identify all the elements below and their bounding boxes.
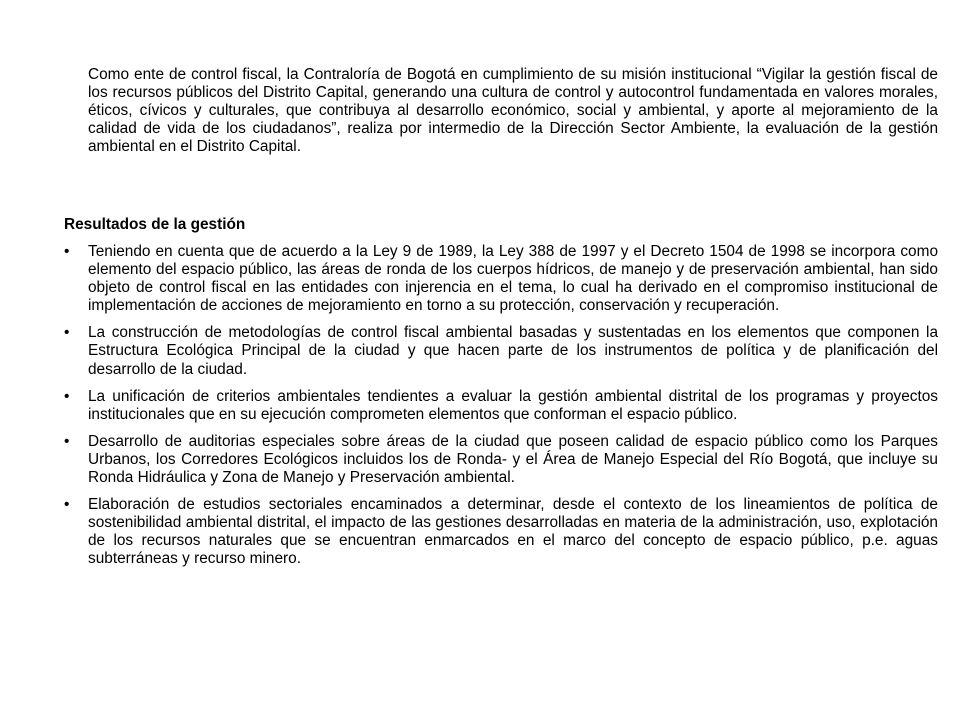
bullet-icon: • [64, 387, 70, 405]
list-item-text: Teniendo en cuenta que de acuerdo a la Ley 9 de 1989, la Ley 388 de 1997 y el Decreto 1504 de 1998 se incorpora como elemento del espacio público, las áreas de ronda de los cuerpos hídricos, de manejo y de preservación ambiental, han sido objeto de control fiscal en las entidades con injerencia en el tema, lo cual ha derivado en el compromiso institucional de implementación de acciones de mejoramiento en torno a su protección, conservación y recuperación. [88, 243, 938, 315]
list-item [64, 324, 938, 378]
section-heading: Resultados de la gestión [64, 216, 246, 233]
intro-paragraph: Como ente de control fiscal, la Contraloría de Bogotá en cumplimiento de su misión institucional “Vigilar la gestión fiscal de los recursos públicos del Distrito Capital, generando una cultura de control y autocontrol fundamentada en valores morales, éticos, cívicos y culturales, que contribuya al desarrollo económico, social y ambiental, y aporte al mejoramiento de la calidad de vida de los ciudadanos”, realiza por intermedio de la Dirección Sector Ambiente, la evaluación de la gestión ambiental en el Distrito Capital. [88, 66, 938, 156]
list-item-text: La unificación de criterios ambientales tendientes a evaluar la gestión ambiental distrital de los programas y proyectos institucionales que en su ejecución comprometen elementos que conforman el espacio público. [88, 387, 938, 423]
bullet-icon: • [64, 496, 70, 514]
bullet-icon: • [64, 243, 70, 260]
list-item [64, 433, 938, 487]
list-item-text: Desarrollo de auditorias especiales sobre áreas de la ciudad que poseen calidad de espacio público como los Parques Urbanos, los Corredores Ecológicos incluidos los de Ronda- y el Área de Manejo Especial del Río Bogotá, que incluye su Ronda Hidráulica y Zona de Manejo y Preservación ambiental. [88, 432, 938, 487]
list-item [64, 243, 938, 315]
list-item [64, 388, 938, 424]
results-list [64, 243, 938, 578]
list-item-text: Elaboración de estudios sectoriales encaminados a determinar, desde el contexto de los lineamientos de política de sostenibilidad ambiental distrital, el impacto de las gestiones desarrolladas en materia de la administración, uso, explotación de los recursos naturales que se encuentran enmarcados en el marco del concepto de espacio público, p.e. aguas subterráneas y recurso minero. [88, 496, 938, 568]
list-item-text: La construcción de metodologías de control fiscal ambiental basadas y sustentadas en los elementos que componen la Estructura Ecológica Principal de la ciudad y que hacen parte de los instrumentos de política y de planificación del desarrollo de la ciudad. [88, 324, 938, 378]
list-item [64, 496, 938, 568]
bullet-icon: • [64, 324, 70, 342]
bullet-icon: • [64, 432, 70, 450]
